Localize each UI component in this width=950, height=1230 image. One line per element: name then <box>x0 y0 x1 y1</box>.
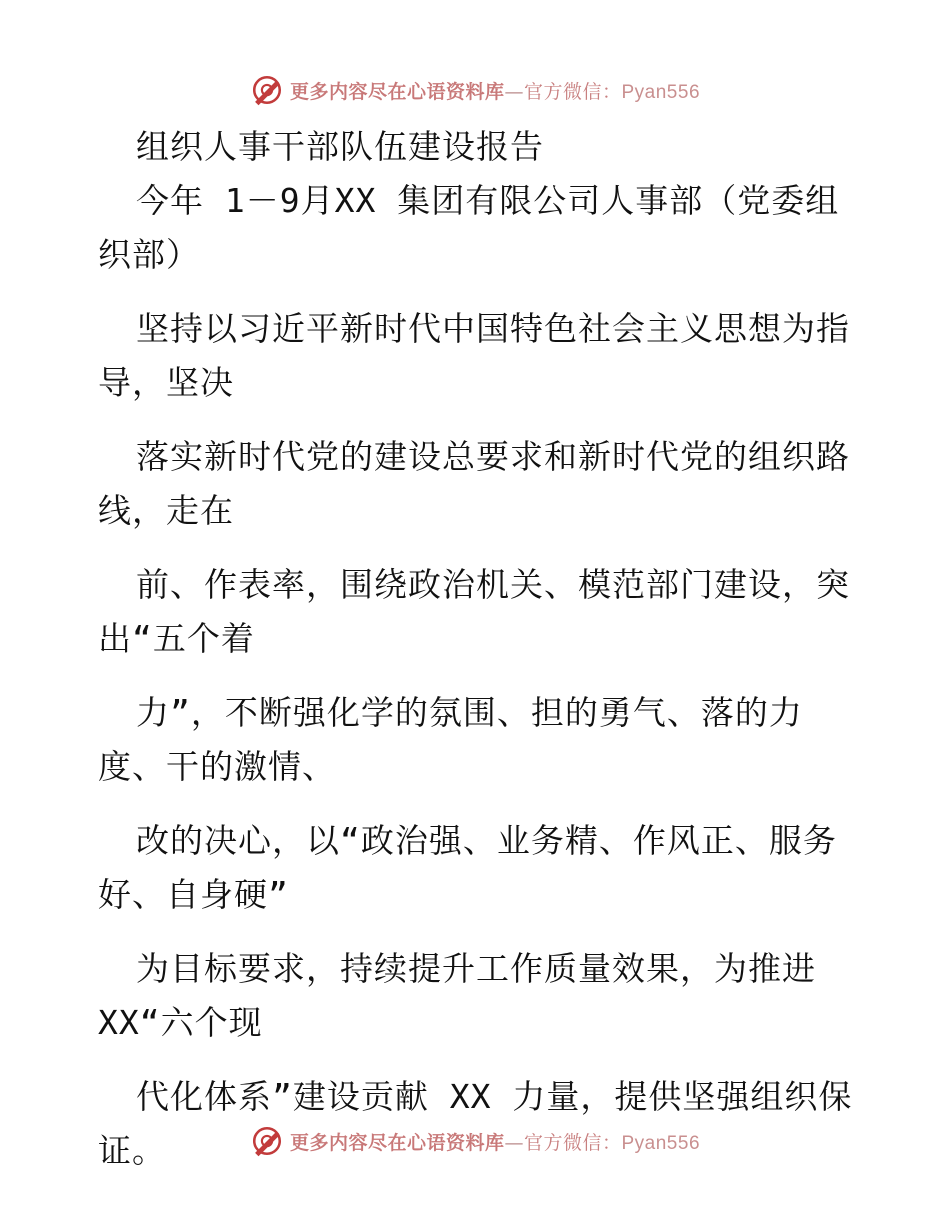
paragraph-line: 代化体系”建设贡献 XX 力量，提供坚强组织保 <box>136 1077 853 1116</box>
paragraph-line: 前、作表率，围绕政治机关、模范部门建设，突 <box>136 565 850 604</box>
watermark-text: 更多内容尽在心语资料库—官方微信：Pyan556 <box>289 80 701 103</box>
paragraph-line: XX“六个现 <box>98 1003 263 1042</box>
paragraph-line: 改的决心，以“政治强、业务精、作风正、服务 <box>136 821 837 860</box>
paragraph-line: 导，坚决 <box>98 363 234 402</box>
paragraph-line: 度、干的激情、 <box>98 747 336 786</box>
document-body <box>98 120 858 1178</box>
paragraph-line: 今年 1－9月XX 集团有限公司人事部（党委组 <box>136 181 840 220</box>
paragraph-line: 力”，不断强化学的氛围、担的勇气、落的力 <box>136 693 803 732</box>
watermark-text: 更多内容尽在心语资料库—官方微信：Pyan556 <box>289 1131 701 1154</box>
pen-logo-icon <box>250 73 284 107</box>
pen-logo-icon <box>250 1124 284 1158</box>
paragraph-line: 出“五个着 <box>98 619 255 658</box>
paragraph-line: 为目标要求，持续提升工作质量效果，为推进 <box>136 949 816 988</box>
paragraph-line: 证。 <box>98 1131 166 1170</box>
header-watermark <box>0 70 950 110</box>
document-title: 组织人事干部队伍建设报告 <box>136 127 544 166</box>
footer-watermark <box>0 1121 950 1161</box>
paragraph-line: 织部） <box>98 235 200 274</box>
paragraph-line: 线，走在 <box>98 491 234 530</box>
paragraph-line: 落实新时代党的建设总要求和新时代党的组织路 <box>136 437 850 476</box>
paragraph-line: 好、自身硬” <box>98 875 289 914</box>
paragraph-line: 坚持以习近平新时代中国特色社会主义思想为指 <box>136 309 850 348</box>
